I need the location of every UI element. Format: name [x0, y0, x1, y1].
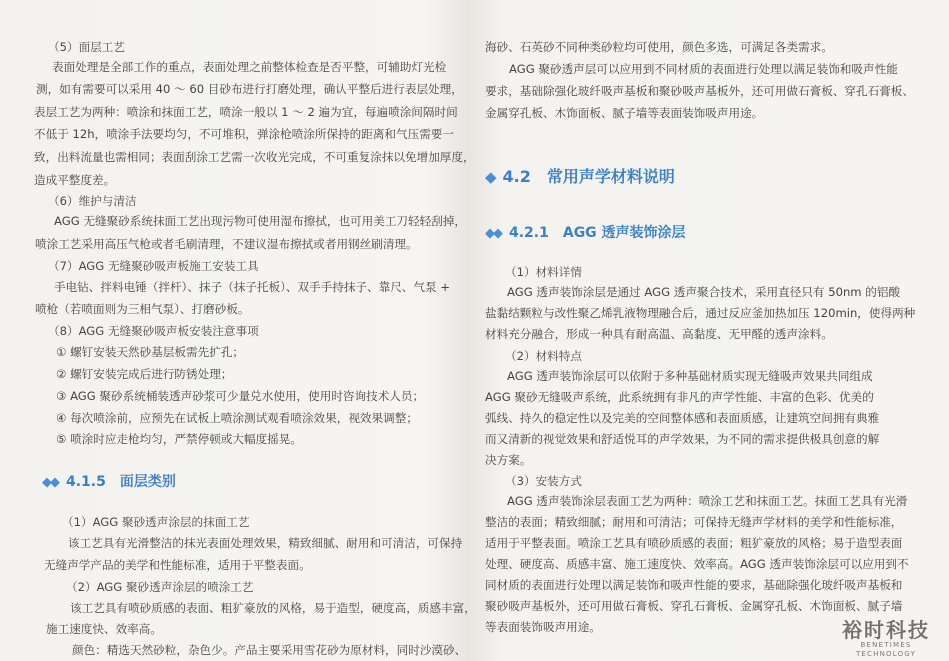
subheading-spray-process: （2）AGG 聚砂透声涂层的喷涂工艺: [66, 580, 254, 594]
subheading-tools: （7）AGG 无缝聚砂吸声板施工安装工具: [48, 259, 259, 273]
paragraph-line: 聚砂吸声基板外，还可用做石膏板、穿孔石膏板、金属穿孔板、木饰面板、腻子墙: [485, 599, 903, 613]
paragraph-line: 要求，基础除强化玻纤吸声基板和聚砂吸声基板外，还可用做石膏板、穿孔石膏板、: [485, 84, 914, 98]
paragraph-line: 该工艺具有喷砂质感的表面、粗犷豪放的风格，易于造型，硬度高，质感丰富，: [70, 601, 476, 615]
paragraph-line: 该工艺具有光滑整洁的抹光表面处理效果，精致细腻、耐用和可清洁，可保持: [68, 536, 463, 550]
paragraph-line: 表面处理是全部工作的重点，表面处理之前整体检查是否平整，可辅助灯光检: [52, 60, 447, 74]
diamond-bullet-icon: ◆: [485, 168, 495, 186]
paragraph-line: 弧线、持久的稳定性以及完美的空间整体感和表面质感，让建筑空间拥有典雅: [485, 411, 880, 425]
diamond-bullet-icon: ◆◆: [485, 226, 501, 241]
subheading-material-features: （2）材料特点: [505, 349, 582, 363]
paragraph-line: 施工速度快、效率高。: [46, 622, 162, 636]
paragraph-line: AGG 透声装饰涂层是通过 AGG 透声聚合技术，采用直径只有 50nm 的铝酸: [507, 285, 901, 299]
paragraph-line: 等表面装饰吸声用途。: [485, 620, 601, 634]
paragraph-line: 手电钻、拌料电锤（拌杆）、抹子（抹子托板）、双手手持抹子、靠尺、气泵 +: [54, 280, 450, 294]
paragraph-line: AGG 聚砂无缝吸声系统，此系统拥有非凡的声学性能、丰富的色彩、优美的: [485, 390, 874, 404]
brand-name-cn: 裕时科技: [842, 618, 930, 642]
subheading-trowel-process: （1）AGG 聚砂透声涂层的抹面工艺: [62, 515, 250, 529]
list-item: ① 螺钉安装天然砂基层板需先扩孔；: [56, 345, 244, 359]
paragraph-line: 决方案。: [485, 453, 532, 467]
paragraph-line: AGG 无缝聚砂系统抹面工艺出现污物可使用湿布擦拭，也可用美工刀轻轻刮掉，: [54, 214, 466, 228]
subheading-maintenance: （6）维护与清洁: [48, 194, 137, 208]
paragraph-line: 材料充分融合，形成一种具有耐高温、高黏度、无甲醛的透声涂料。: [485, 327, 833, 341]
subheading-installation-method: （3）安装方式: [505, 474, 582, 488]
paragraph-line: 喷涂工艺采用高压气枪或者毛刷清理，不建议湿布擦拭或者用钢丝刷清理。: [35, 237, 418, 251]
subheading-material-details: （1）材料详情: [505, 265, 582, 279]
paragraph-line: 而又清新的视觉效果和舒适悦耳的声学效果，为不同的需求提供极具创意的解: [485, 432, 880, 446]
brand-name-en: BENETIMES TECHNOLOGY: [855, 641, 917, 658]
brand-logo: [836, 619, 936, 659]
paragraph-line: 无缝声学产品的美学和性能标准，适用于平整表面。: [44, 558, 311, 572]
paragraph-line: 适用于平整表面。喷涂工艺具有喷砂质感的表面；粗犷豪放的风格；易于造型表面: [485, 536, 903, 550]
list-item: ③ AGG 聚砂系统桶装透声砂浆可少量兑水使用，使用时咨询技术人员；: [56, 389, 425, 403]
section-heading-4-2: ◆ 4.2 常用声学材料说明: [485, 167, 675, 186]
paragraph-line: 颜色：精选天然砂粒，杂色少。产品主要采用雪花砂为原材料，同时沙漠砂、: [72, 643, 467, 657]
paragraph-line: 致，出料流量也需相同；表面刮涂工艺需一次收光完成，不可重复涂抹以免增加厚度，: [34, 150, 475, 164]
subheading-installation-notes: （8）AGG 无缝聚砂吸声板安装注意事项: [48, 324, 259, 338]
section-heading-4-2-1: ◆◆ 4.2.1 AGG 透声装饰涂层: [485, 225, 686, 241]
paragraph-line: 海砂、石英砂不同种类砂粒均可使用，颜色多选，可满足各类需求。: [485, 40, 833, 54]
section-heading-4-1-5: ◆◆ 4.1.5 面层类别: [42, 474, 176, 490]
paragraph-line: 处理、硬度高、质感丰富、施工速度快、效率高。AGG 透声装饰涂层可以应用到不: [485, 557, 909, 571]
paragraph-line: 同材质的表面进行处理以满足装饰和吸声性能的要求，基础除强化玻纤吸声基板和: [485, 578, 903, 592]
paragraph-line: 表层工艺为两种：喷涂和抹面工艺，喷涂一般以 1 ～ 2 遍为宜，每遍喷涂间隔时间: [34, 105, 458, 119]
paragraph-line: 喷枪（若喷面则为三相气泵）、打磨砂板。: [35, 302, 250, 316]
list-item: ⑤ 喷涂时应走枪均匀，严禁停顿或大幅度摇晃。: [56, 432, 302, 446]
subheading-surface-process: （5）面层工艺: [48, 40, 125, 54]
paragraph-line: 造成平整度差。: [34, 173, 116, 187]
paragraph-line: AGG 聚砂透声层可以应用到不同材质的表面进行处理以满足装饰和吸声性能: [509, 62, 898, 76]
list-item: ④ 每次喷涂前，应预先在试板上喷涂测试观看喷涂效果，视效果调整；: [56, 411, 418, 425]
paragraph-line: 整洁的表面；精致细腻；耐用和可清洁；可保持无缝声学材料的美学和性能标准，: [485, 515, 903, 529]
paragraph-line: AGG 透声装饰涂层表面工艺为两种：喷涂工艺和抹面工艺。抹面工艺具有光滑: [507, 494, 908, 508]
paragraph-line: 盐黏结颗粒与改性聚乙烯乳液物理融合后，通过反应釜加热加压 120min，使得两种: [485, 306, 916, 320]
paragraph-line: 金属穿孔板、木饰面板、腻子墙等表面装饰吸声用途。: [485, 106, 764, 120]
paragraph-line: AGG 透声装饰涂层可以依附于多种基础材质实现无缝吸声效果共同组成: [507, 369, 873, 383]
paragraph-line: 测，如有需要可以采用 40 ～ 60 目砂布进行打磨处理，确认平整后进行表层处理，: [36, 82, 463, 96]
diamond-bullet-icon: ◆◆: [42, 475, 58, 490]
paragraph-line: 不低于 12h，喷涂手法要均匀，不可堆积，弹涂枪喷涂所保持的距离和气压需要一: [34, 127, 454, 141]
list-item: ② 螺钉安装完成后进行防锈处理；: [56, 367, 233, 381]
